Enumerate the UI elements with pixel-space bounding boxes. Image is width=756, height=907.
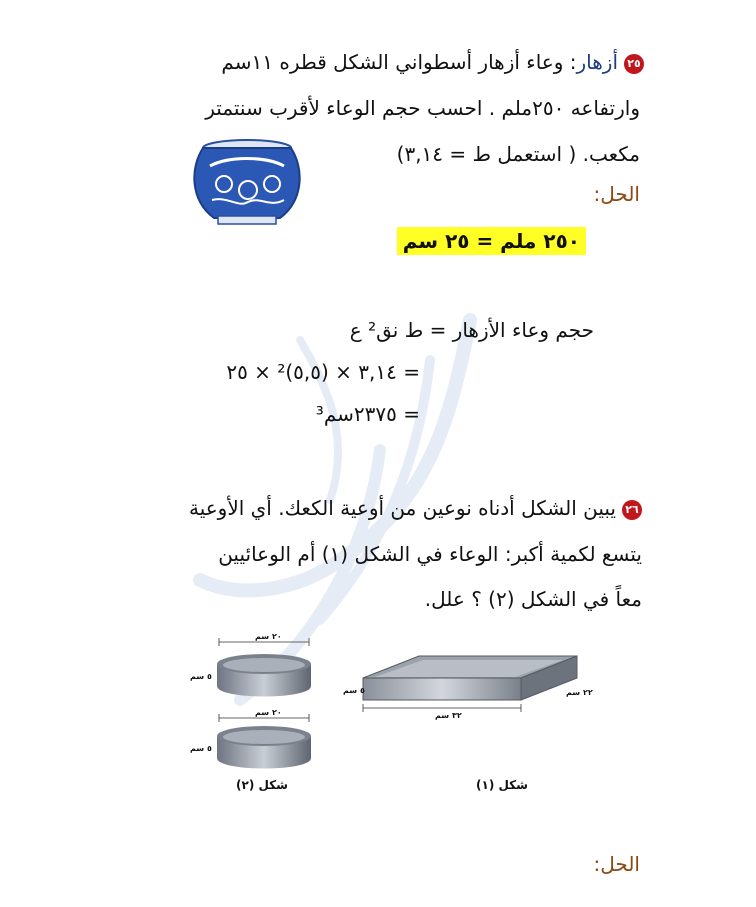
fig2-height-b: ٥ سم xyxy=(190,744,212,753)
q25-line2: وارتفاعه ٢٥٠ملم . احسب حجم الوعاء لأقرب سنتمتر xyxy=(205,96,640,120)
q25-highlight: ٢٥٠ ملم = ٢٥ سم xyxy=(397,227,586,255)
fig2-diameter-a: ٢٠ سم xyxy=(255,632,282,641)
fig1-length: ٣٢ سم xyxy=(435,711,462,720)
q25-line1 xyxy=(221,50,644,74)
fig1-height: ٥ سم xyxy=(343,686,365,695)
fig2-diameter-b: ٢٠ سم xyxy=(255,708,282,717)
q26-number-badge: ٢٦ xyxy=(622,500,642,520)
q26-solution-label: الحل: xyxy=(593,852,640,876)
q26-line2: يتسع لكمية أكبر: الوعاء في الشكل (١) أم الوعائيين xyxy=(218,542,642,566)
q25-eq1: حجم وعاء الأزهار = ط نق² ع xyxy=(349,318,594,342)
q25-conversion xyxy=(397,229,586,253)
fig2-height-a: ٥ سم xyxy=(190,672,212,681)
vase-image xyxy=(188,138,306,230)
q25-solution-label: الحل: xyxy=(593,182,640,206)
fig1-width: ٢٢ سم xyxy=(566,688,593,697)
q26-line1 xyxy=(189,496,642,520)
q25-line3: مكعب. ( استعمل ط = ٣,١٤) xyxy=(396,142,640,166)
q26-line3: معاً في الشكل (٢) ؟ علل. xyxy=(424,587,642,611)
q25-number-badge: ٢٥ xyxy=(624,54,644,74)
q25-eq3: = ٢٣٧٥سم³ xyxy=(315,402,420,426)
figure1-label: شكل (١) xyxy=(476,778,528,792)
q25-line1-text: : وعاء أزهار أسطواني الشكل قطره ١١سم xyxy=(221,50,577,74)
figure1-rectangular-pan xyxy=(355,650,585,720)
q26-line1-text: يبين الشكل أدناه نوعين من أوعية الكعك. أي الأوعية xyxy=(188,496,616,520)
q25-topic: أزهار xyxy=(576,50,618,74)
q25-eq2: = ٣,١٤ × (٥,٥)² × ٢٥ xyxy=(226,360,420,384)
figure2-label: شكل (٢) xyxy=(236,778,288,792)
